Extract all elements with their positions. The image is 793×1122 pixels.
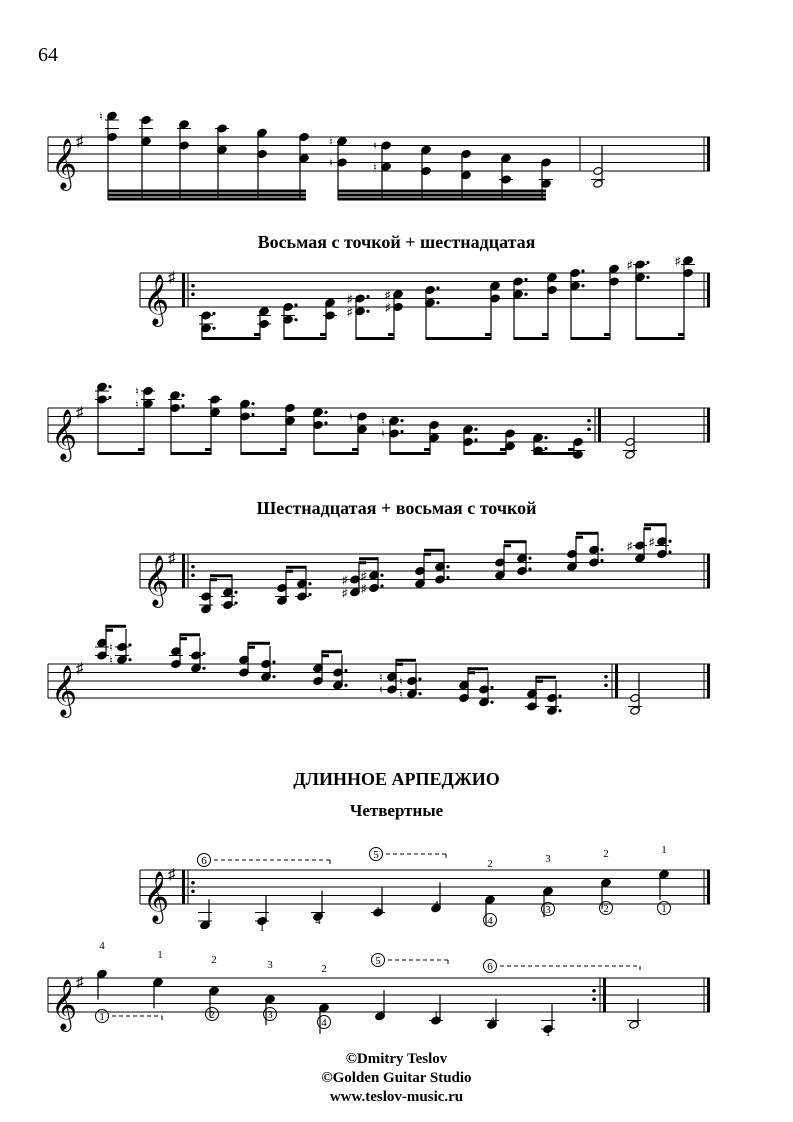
beam-partial	[180, 637, 187, 640]
duration-dot	[446, 576, 449, 579]
duration-dot	[600, 548, 603, 551]
duration-dot	[380, 584, 383, 587]
beam-partial	[254, 333, 260, 336]
repeat-dot	[587, 419, 591, 423]
accidental: ♮	[109, 642, 113, 654]
duration-dot	[234, 591, 237, 594]
beam-partial	[248, 646, 255, 649]
beam-partial	[280, 448, 286, 451]
duration-dot	[212, 312, 215, 315]
duration-dot	[474, 438, 477, 441]
accidental: ♯	[385, 302, 391, 314]
duration-dot	[446, 565, 449, 568]
treble-clef: 𝄞	[143, 872, 170, 921]
finger-number: 3	[267, 959, 273, 971]
duration-dot	[418, 677, 421, 680]
duration-dot	[600, 559, 603, 562]
section-heading-dotted-eighth: Восьмая с точкой + шестнадцатая	[257, 232, 536, 252]
staff-system	[48, 111, 710, 201]
beam	[536, 676, 556, 679]
beam	[210, 574, 232, 577]
duration-dot	[400, 419, 403, 422]
beam	[464, 452, 506, 455]
beam-partial	[138, 448, 144, 451]
accidental: ♯	[385, 289, 391, 302]
finger-number: 1	[545, 1027, 551, 1039]
duration-dot	[202, 667, 205, 670]
duration-dot	[558, 709, 561, 712]
beam	[396, 659, 416, 662]
beam	[241, 452, 286, 455]
repeat-end-thick-bar	[615, 664, 618, 698]
beam	[338, 198, 546, 201]
beam-partial	[106, 629, 113, 632]
string-number: 6	[487, 961, 493, 973]
duration-dot	[490, 686, 493, 689]
beam-partial	[536, 680, 543, 683]
accidental: ♯	[342, 574, 348, 587]
accidental: ♯	[649, 536, 655, 549]
accidental: ♯	[361, 583, 367, 595]
beam-partial	[424, 448, 430, 451]
repeat-dot	[191, 889, 195, 893]
accidental: ♯	[627, 540, 633, 553]
website-link: www.teslov-music.ru	[329, 1089, 464, 1105]
final-thick-bar	[707, 273, 710, 307]
string-number: 2	[209, 1009, 215, 1021]
repeat-dot	[191, 573, 195, 577]
accidental: ♮	[381, 415, 385, 428]
key-signature-sharp: ♯	[76, 975, 84, 991]
beam	[644, 523, 666, 526]
final-thick-bar	[707, 554, 710, 588]
duration-dot	[436, 301, 439, 304]
duration-dot	[558, 694, 561, 697]
duration-dot	[668, 540, 671, 543]
beam	[106, 625, 126, 628]
duration-dot	[544, 447, 547, 450]
accidental: ♯	[347, 306, 353, 319]
beam-partial	[604, 333, 610, 336]
repeat-dot	[191, 284, 195, 288]
beam-partial	[320, 333, 326, 336]
beam	[171, 452, 211, 455]
duration-dot	[344, 669, 347, 672]
finger-number: 4	[377, 1009, 383, 1021]
accidental: ♮	[135, 386, 139, 398]
duration-dot	[490, 701, 493, 704]
treble-clef: 𝄞	[143, 556, 170, 605]
duration-dot	[366, 295, 369, 298]
treble-clef: 𝄞	[51, 666, 78, 715]
beam	[338, 190, 546, 193]
duration-dot	[324, 411, 327, 414]
repeat-end-thick-bar	[603, 978, 606, 1012]
accidental: ♮	[399, 688, 403, 701]
duration-dot	[474, 428, 477, 431]
beam	[359, 557, 378, 560]
duration-dot	[581, 284, 584, 287]
beam	[286, 566, 306, 569]
final-thick-bar	[707, 870, 710, 904]
finger-number: 4	[489, 1015, 495, 1027]
string-number: 2	[603, 903, 609, 915]
beam	[468, 667, 488, 670]
final-thick-bar	[707, 408, 710, 442]
duration-dot	[294, 303, 297, 306]
beam	[390, 452, 430, 455]
duration-dot	[181, 394, 184, 397]
staff-system	[140, 255, 710, 340]
beam-partial	[644, 527, 651, 530]
repeat-dot	[191, 565, 195, 569]
beam	[108, 198, 306, 201]
repeat-start-thick-bar	[182, 554, 185, 588]
duration-dot	[251, 402, 254, 405]
finger-number: 1	[259, 922, 265, 934]
repeat-dot	[592, 997, 596, 1001]
key-signature-sharp: ♯	[168, 551, 176, 567]
finger-number: 4	[315, 915, 321, 927]
finger-number: 1	[661, 844, 667, 856]
duration-dot	[581, 269, 584, 272]
beam	[504, 540, 526, 543]
beam-partial	[542, 333, 548, 336]
final-thick-bar	[707, 137, 710, 171]
duration-dot	[308, 582, 311, 585]
repeat-dot	[592, 989, 596, 993]
duration-dot	[108, 385, 111, 388]
duration-dot	[544, 436, 547, 439]
repeat-dot	[191, 881, 195, 885]
finger-number: 2	[603, 848, 609, 860]
copyright-footer	[0, 1050, 793, 1107]
accidental: ♯	[347, 293, 353, 306]
accidental: ♮	[379, 684, 383, 697]
accidental: ♮	[109, 654, 113, 667]
key-signature-sharp: ♯	[168, 867, 176, 883]
beam	[356, 337, 394, 340]
beam-partial	[322, 654, 329, 657]
beam-partial	[396, 663, 403, 666]
duration-dot	[668, 550, 671, 553]
beam	[108, 190, 306, 193]
finger-number: 2	[211, 954, 217, 966]
duration-dot	[524, 278, 527, 281]
section-subheading-fourths: Четвертные	[349, 801, 444, 820]
duration-dot	[251, 413, 254, 416]
treble-clef: 𝄞	[51, 980, 78, 1029]
beam-partial	[485, 333, 491, 336]
studio-credit: ©Golden Guitar Studio	[321, 1070, 472, 1086]
string-number: 5	[373, 849, 379, 861]
final-thick-bar	[707, 978, 710, 1012]
duration-dot	[181, 404, 184, 407]
beam	[284, 337, 326, 340]
beam	[424, 549, 444, 552]
beam	[534, 452, 574, 455]
duration-dot	[436, 286, 439, 289]
repeat-dot	[587, 427, 591, 431]
page-number: 64	[38, 44, 58, 66]
beam	[514, 337, 548, 340]
accidental: ♯	[342, 587, 348, 600]
duration-dot	[202, 652, 205, 655]
duration-dot	[528, 557, 531, 560]
finger-number: 1	[375, 905, 381, 917]
beam	[338, 194, 546, 197]
finger-number: 4	[433, 899, 439, 911]
duration-dot	[234, 601, 237, 604]
repeat-end-thick-bar	[598, 408, 601, 442]
string-number: 1	[661, 903, 667, 915]
duration-dot	[128, 658, 131, 661]
finger-number: 1	[157, 949, 163, 961]
beam	[108, 194, 306, 197]
beam	[98, 452, 144, 455]
beam	[248, 642, 270, 645]
staff-system	[140, 523, 710, 614]
duration-dot	[272, 660, 275, 663]
string-number: 4	[487, 915, 493, 927]
string-number: 5	[375, 955, 381, 967]
beam-partial	[504, 544, 511, 547]
beam-partial	[286, 570, 293, 573]
repeat-start-thick-bar	[182, 870, 185, 904]
accidental: ♮	[373, 140, 377, 153]
staff-system	[48, 382, 710, 462]
repeat-dot	[604, 683, 608, 687]
treble-clef: 𝄞	[51, 410, 78, 459]
accidental: ♮	[399, 676, 403, 688]
duration-dot	[128, 643, 131, 646]
beam	[636, 337, 684, 340]
staff-system	[140, 844, 710, 934]
accidental: ♮	[329, 157, 333, 170]
beam-partial	[388, 333, 394, 336]
duration-dot	[646, 261, 649, 264]
accidental: ♯	[361, 570, 367, 583]
beam-partial	[210, 578, 217, 581]
string-number: 3	[267, 1009, 273, 1021]
repeat-dot	[191, 292, 195, 296]
finger-number: 3	[545, 853, 551, 865]
beam-partial	[576, 536, 583, 539]
beam	[576, 532, 598, 535]
finger-number: 2	[487, 858, 493, 870]
beam	[180, 633, 200, 636]
accidental: ♮	[379, 671, 383, 684]
duration-dot	[294, 318, 297, 321]
duration-dot	[524, 293, 527, 296]
duration-dot	[108, 396, 111, 399]
duration-dot	[324, 421, 327, 424]
duration-dot	[272, 675, 275, 678]
finger-number: 2	[321, 963, 327, 975]
author-credit: ©Dmitry Teslov	[345, 1051, 448, 1067]
treble-clef: 𝄞	[143, 275, 170, 324]
finger-number: 1	[433, 1009, 439, 1021]
beam-partial	[678, 333, 684, 336]
beam	[426, 337, 491, 340]
accidental: ♮	[135, 398, 139, 411]
section-heading-sixteenth-dotted: Шестнадцатая + восьмая с точкой	[256, 498, 537, 518]
key-signature-sharp: ♯	[168, 270, 176, 286]
string-number: 1	[99, 1011, 105, 1023]
beam-partial	[568, 448, 574, 451]
duration-dot	[418, 692, 421, 695]
staff-system	[48, 625, 710, 718]
beam	[571, 337, 610, 340]
accidental: ♮	[373, 161, 377, 174]
repeat-start-thick-bar	[182, 273, 185, 307]
accidental: ♯	[627, 259, 633, 272]
beam-partial	[500, 448, 506, 451]
beam	[322, 650, 342, 653]
key-signature-sharp: ♯	[76, 405, 84, 421]
repeat-dot	[604, 675, 608, 679]
accidental: ♮	[349, 411, 353, 424]
accidental: ♮	[329, 136, 333, 149]
beam	[314, 452, 358, 455]
duration-dot	[366, 310, 369, 313]
treble-clef: 𝄞	[51, 139, 78, 188]
key-signature-sharp: ♯	[76, 134, 84, 150]
beam-partial	[359, 561, 366, 564]
staff-systems	[48, 111, 710, 1039]
finger-number: 4	[99, 940, 105, 952]
duration-dot	[400, 430, 403, 433]
beam-partial	[468, 671, 475, 674]
string-number: 6	[201, 855, 207, 867]
key-signature-sharp: ♯	[76, 661, 84, 677]
duration-dot	[646, 276, 649, 279]
accidental: ♮	[99, 110, 103, 123]
duration-dot	[308, 593, 311, 596]
accidental: ♯	[675, 255, 681, 268]
duration-dot	[212, 327, 215, 330]
duration-dot	[380, 574, 383, 577]
beam-partial	[352, 448, 358, 451]
duration-dot	[528, 567, 531, 570]
beam	[202, 337, 260, 340]
section-heading-long-arpeggio: ДЛИННОЕ АРПЕДЖИО	[293, 769, 500, 789]
beam-partial	[424, 553, 431, 556]
string-number: 4	[321, 1017, 327, 1029]
final-thick-bar	[707, 664, 710, 698]
accidental: ♮	[381, 428, 385, 441]
beam-partial	[205, 448, 211, 451]
duration-dot	[344, 684, 347, 687]
string-number: 3	[545, 904, 551, 916]
staff-system	[48, 940, 710, 1039]
